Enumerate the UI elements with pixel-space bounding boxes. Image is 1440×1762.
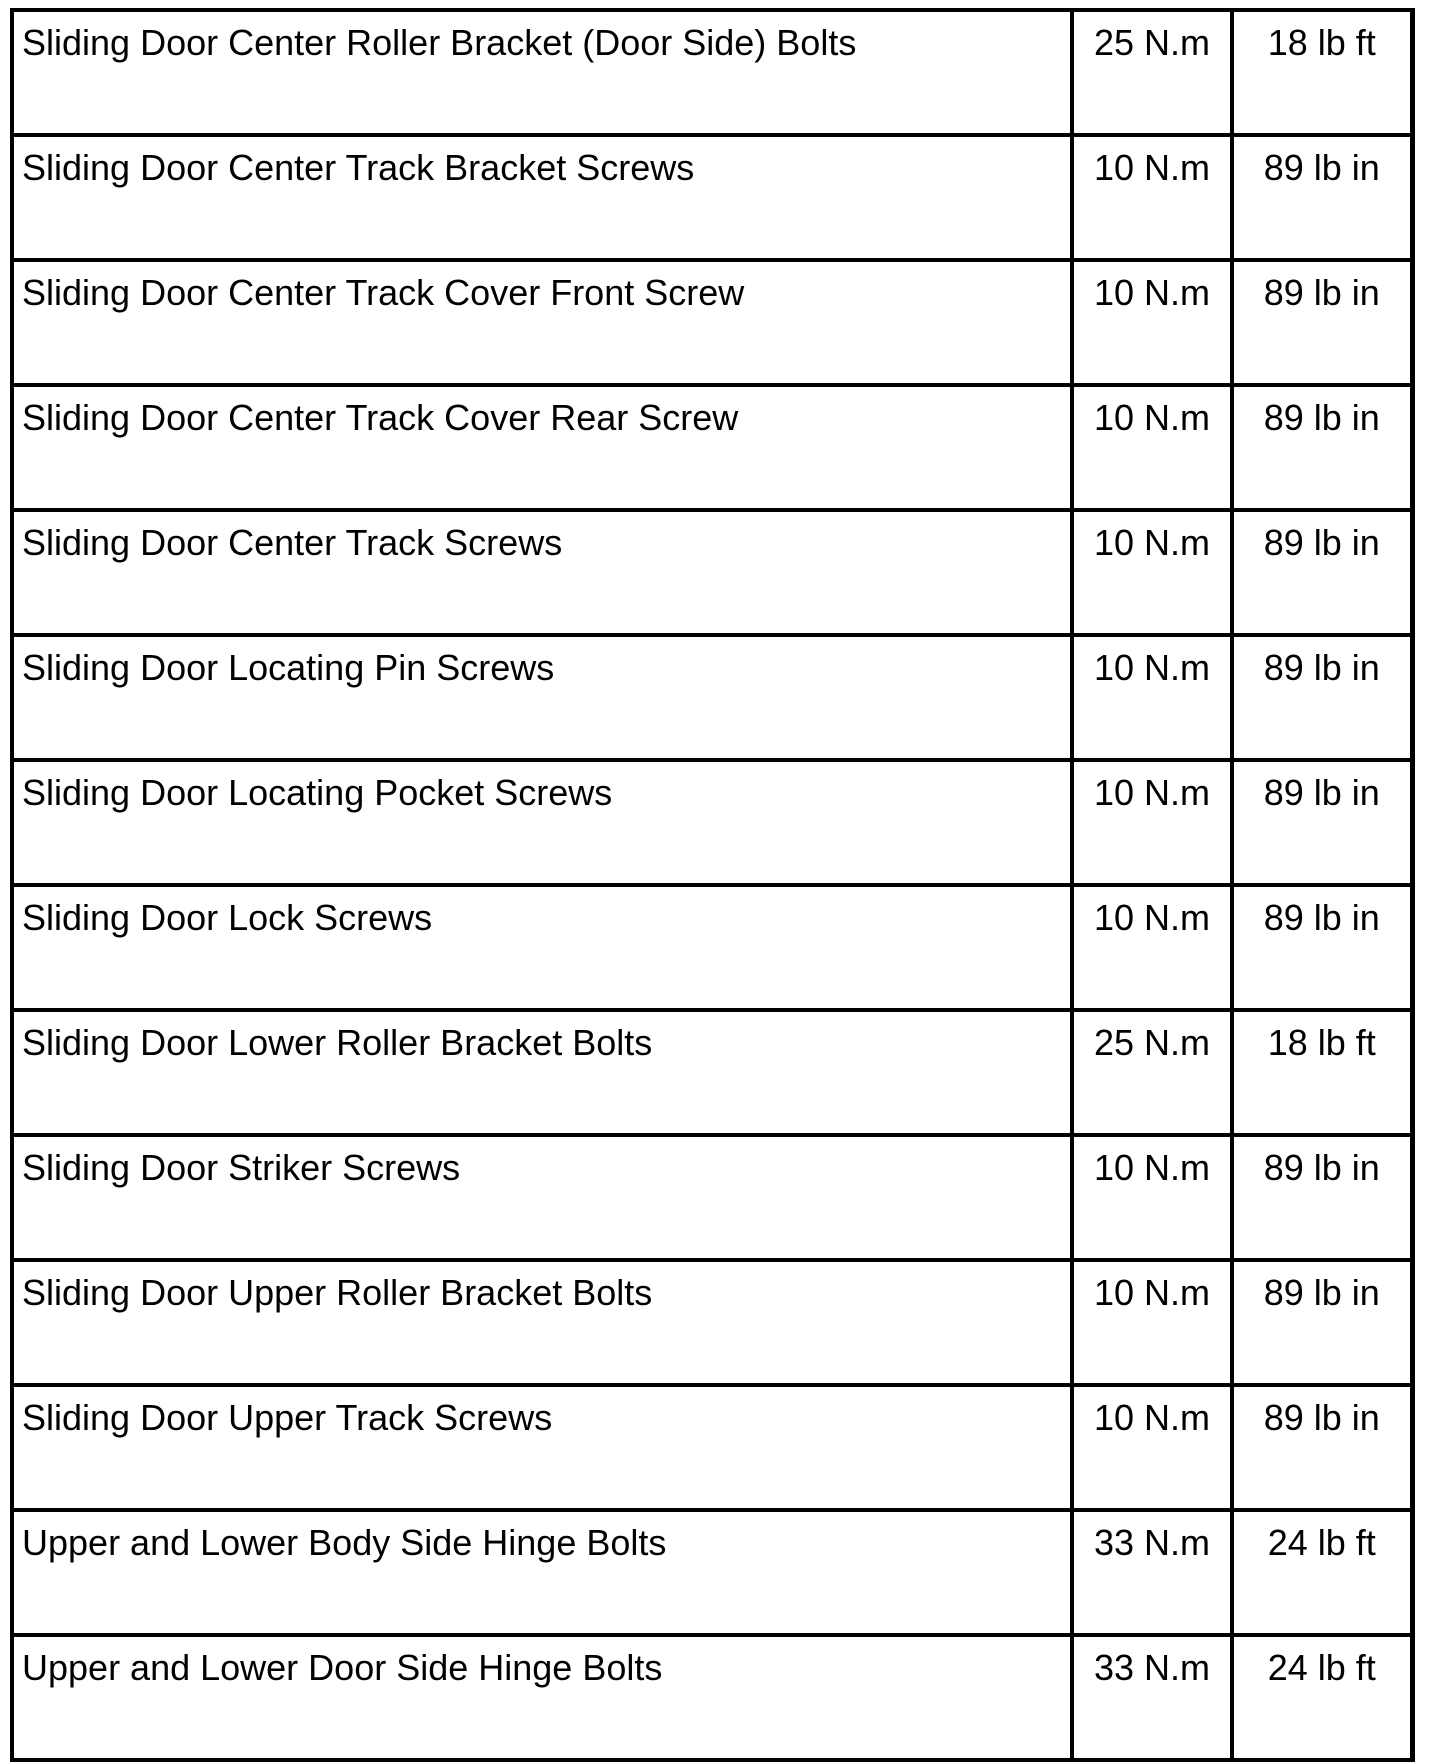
english-torque: 89 lb in xyxy=(1232,760,1412,885)
fastener-description: Sliding Door Center Track Screws xyxy=(12,510,1072,635)
table-row xyxy=(12,385,1412,510)
metric-torque: 10 N.m xyxy=(1072,1135,1232,1260)
table-row xyxy=(12,1635,1412,1760)
english-torque: 18 lb ft xyxy=(1232,1010,1412,1135)
table-row xyxy=(12,260,1412,385)
english-torque: 89 lb in xyxy=(1232,385,1412,510)
fastener-description: Sliding Door Center Track Bracket Screws xyxy=(12,135,1072,260)
fastener-description: Sliding Door Center Track Cover Front Screw xyxy=(12,260,1072,385)
metric-torque: 10 N.m xyxy=(1072,135,1232,260)
metric-torque: 10 N.m xyxy=(1072,385,1232,510)
metric-torque: 10 N.m xyxy=(1072,760,1232,885)
english-torque: 89 lb in xyxy=(1232,510,1412,635)
metric-torque: 33 N.m xyxy=(1072,1635,1232,1760)
english-torque: 24 lb ft xyxy=(1232,1510,1412,1635)
fastener-description: Sliding Door Upper Roller Bracket Bolts xyxy=(12,1260,1072,1385)
english-torque: 18 lb ft xyxy=(1232,10,1412,135)
torque-specification-table xyxy=(10,8,1415,1762)
fastener-description: Sliding Door Striker Screws xyxy=(12,1135,1072,1260)
fastener-description: Sliding Door Center Roller Bracket (Door Side) Bolts xyxy=(12,10,1072,135)
table-row xyxy=(12,10,1412,135)
metric-torque: 10 N.m xyxy=(1072,635,1232,760)
english-torque: 89 lb in xyxy=(1232,635,1412,760)
table-row xyxy=(12,1385,1412,1510)
english-torque: 89 lb in xyxy=(1232,885,1412,1010)
table-row xyxy=(12,885,1412,1010)
metric-torque: 25 N.m xyxy=(1072,10,1232,135)
table-row xyxy=(12,135,1412,260)
fastener-description: Sliding Door Lock Screws xyxy=(12,885,1072,1010)
fastener-description: Sliding Door Locating Pocket Screws xyxy=(12,760,1072,885)
english-torque: 89 lb in xyxy=(1232,1135,1412,1260)
fastener-description: Sliding Door Locating Pin Screws xyxy=(12,635,1072,760)
english-torque: 89 lb in xyxy=(1232,1385,1412,1510)
english-torque: 89 lb in xyxy=(1232,1260,1412,1385)
table-row xyxy=(12,1510,1412,1635)
metric-torque: 10 N.m xyxy=(1072,885,1232,1010)
metric-torque: 10 N.m xyxy=(1072,1385,1232,1510)
table-row xyxy=(12,1135,1412,1260)
english-torque: 89 lb in xyxy=(1232,135,1412,260)
fastener-description: Upper and Lower Door Side Hinge Bolts xyxy=(12,1635,1072,1760)
table-row xyxy=(12,1010,1412,1135)
table-row xyxy=(12,1260,1412,1385)
metric-torque: 10 N.m xyxy=(1072,260,1232,385)
metric-torque: 10 N.m xyxy=(1072,1260,1232,1385)
table-row xyxy=(12,635,1412,760)
table-row xyxy=(12,760,1412,885)
metric-torque: 25 N.m xyxy=(1072,1010,1232,1135)
metric-torque: 33 N.m xyxy=(1072,1510,1232,1635)
metric-torque: 10 N.m xyxy=(1072,510,1232,635)
english-torque: 24 lb ft xyxy=(1232,1635,1412,1760)
fastener-description: Sliding Door Center Track Cover Rear Screw xyxy=(12,385,1072,510)
fastener-description: Sliding Door Lower Roller Bracket Bolts xyxy=(12,1010,1072,1135)
english-torque: 89 lb in xyxy=(1232,260,1412,385)
table-row xyxy=(12,510,1412,635)
fastener-description: Sliding Door Upper Track Screws xyxy=(12,1385,1072,1510)
fastener-description: Upper and Lower Body Side Hinge Bolts xyxy=(12,1510,1072,1635)
